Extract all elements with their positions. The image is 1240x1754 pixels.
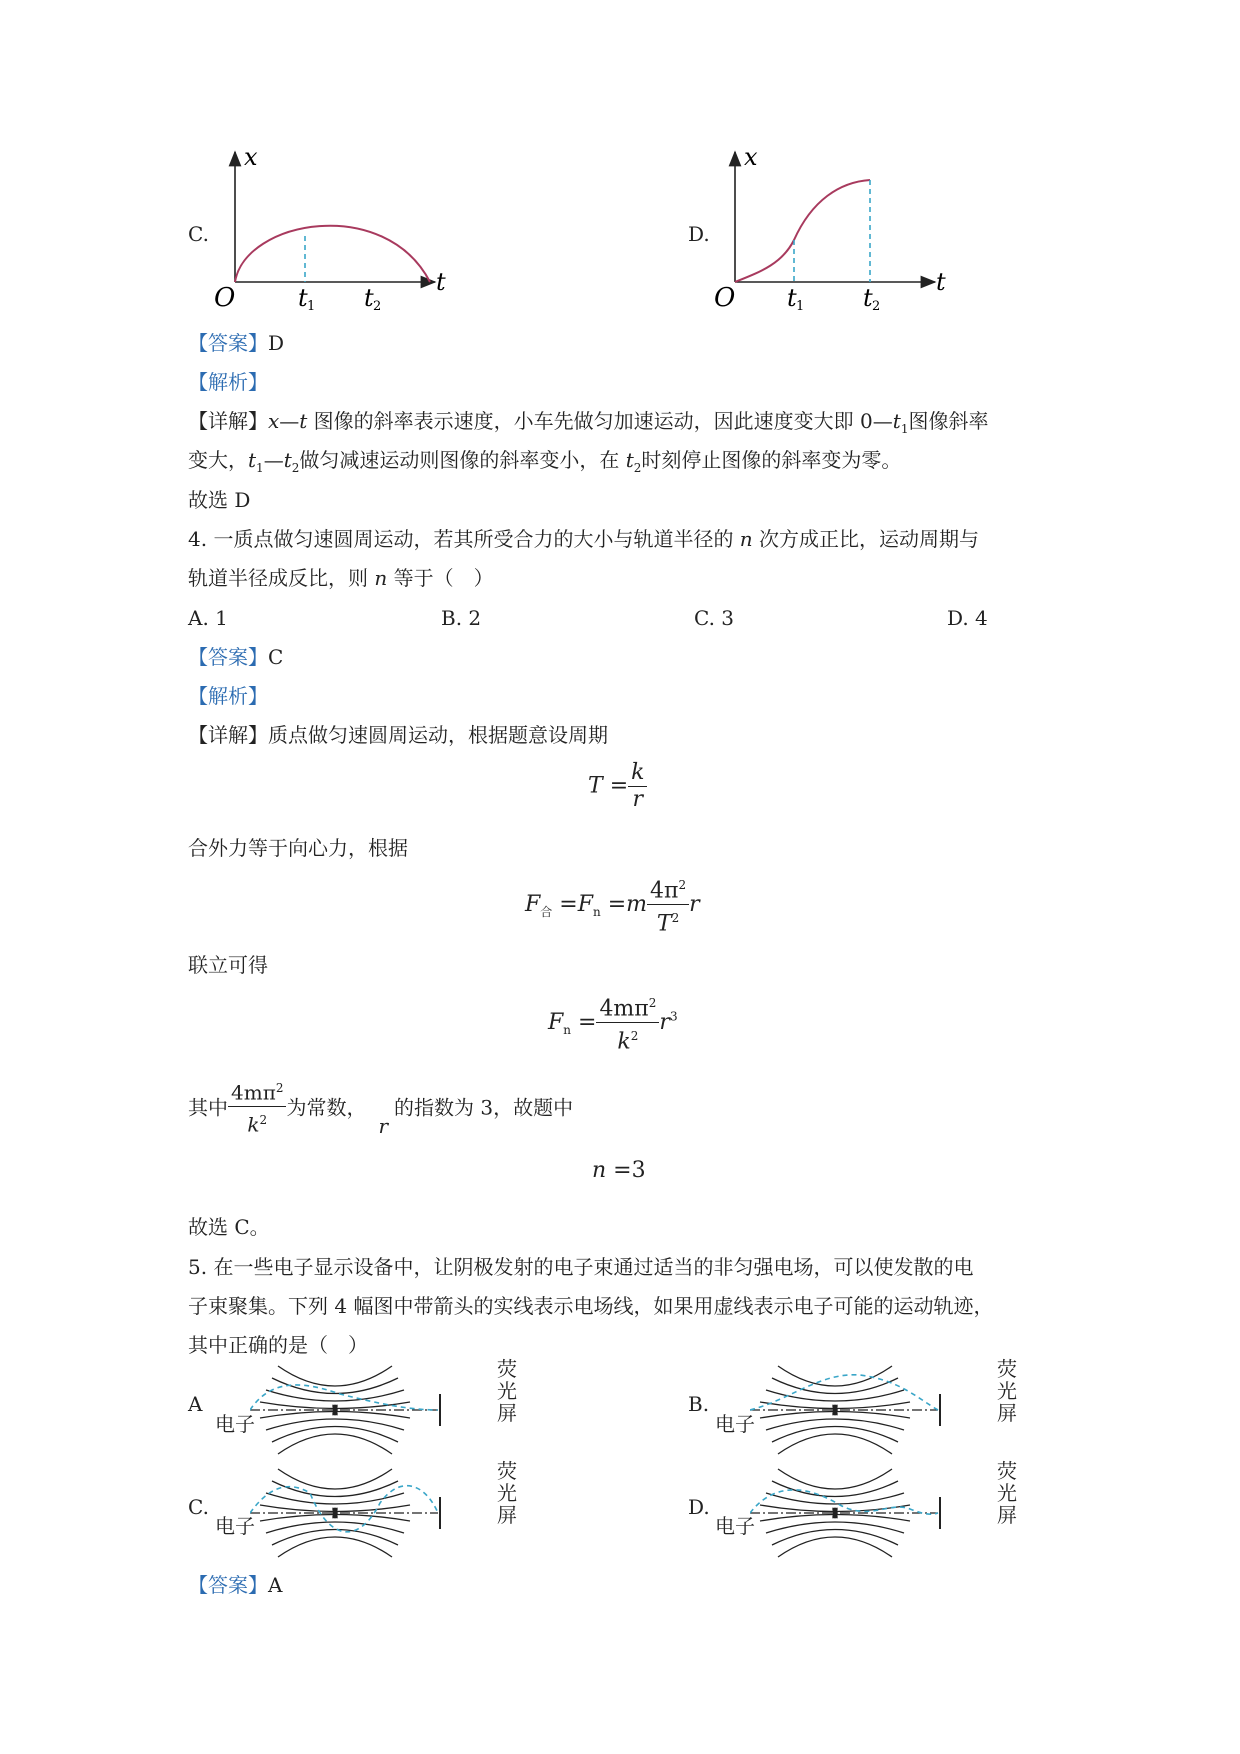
curve-c: [235, 226, 430, 282]
x-axis-label: x: [244, 143, 258, 171]
electron-label: 电子: [715, 1514, 755, 1538]
analysis-tag: 【解析】: [188, 684, 268, 708]
q4-option-c: C. 3: [694, 606, 735, 630]
analysis-tag: 【解析】: [188, 370, 268, 394]
q4-option-a: A. 1: [188, 606, 228, 630]
field-line: [778, 1469, 892, 1489]
q5-stem-line2: 子束聚集。下列 4 幅图中带箭头的实线表示电场线，如果用虚线表示电子可能的运动轨迹，: [188, 1294, 994, 1318]
field-diagram-b: [750, 1355, 1000, 1465]
t1-sub: 1: [307, 299, 316, 310]
electron-trajectory: [250, 1486, 438, 1532]
t2-label: t: [863, 284, 873, 310]
t2-sub: 2: [872, 299, 881, 310]
q3-conclusion: 故选 D: [188, 488, 251, 512]
q5-answer-line: [188, 1570, 282, 1600]
t2-label: t: [364, 284, 374, 310]
curve-d: [735, 180, 870, 282]
field-line: [766, 1419, 904, 1430]
t1-label: t: [787, 284, 797, 310]
q3-detail-line1: 【详解】x—t 图像的斜率表示速度，小车先做匀加速运动，因此速度变大即 $0—t_1$图像斜率: [188, 409, 989, 436]
screen-label: 荧 光 屏: [997, 1357, 1017, 1425]
field-line: [766, 1522, 904, 1533]
diagram-c-label: C.: [188, 1495, 209, 1519]
detail-tag: 【详解】: [188, 723, 268, 747]
q4-conclusion: 故选 C。: [188, 1215, 270, 1239]
t-axis-label: t: [936, 268, 946, 296]
answer-value: C: [268, 645, 284, 669]
q5-stem-line1: 5. 在一些电子显示设备中，让阴极发射的电子束通过适当的非匀强电场，可以使发散的电: [188, 1255, 974, 1279]
answer-tag: 【答案】: [188, 331, 268, 355]
t2-sub: 2: [373, 299, 382, 310]
equation-3: $F_n$ = $\frac{4m\pi^2}{k^2}$ $r^3$: [548, 990, 678, 1056]
q3-detail-line2: 变大，$t_1—t_2$做匀减速运动则图像的斜率变小，在 $t_2$时刻停止图像的斜率变为零。: [188, 448, 902, 475]
field-line: [278, 1434, 392, 1454]
field-diagram-a: [250, 1355, 500, 1465]
electron-label: 电子: [215, 1514, 255, 1538]
q4-text3: 联立可得: [188, 953, 268, 977]
screen-label: 荧 光 屏: [997, 1459, 1017, 1527]
screen-label: 荧 光 屏: [497, 1357, 517, 1425]
equation-4: n =3: [592, 1158, 646, 1183]
field-line: [278, 1537, 392, 1557]
field-line: [766, 1493, 904, 1504]
graph-c: [200, 140, 460, 310]
q3-analysis-line: [188, 367, 268, 397]
field-line: [278, 1366, 392, 1386]
electron-label: 电子: [715, 1412, 755, 1436]
t-axis-label: t: [436, 268, 446, 296]
answer-value: A: [268, 1573, 283, 1597]
q4-text4: 其中 $\frac{4m\pi^2}{k^2}$ 为常数，r的指数为 3，故题中: [188, 1075, 573, 1137]
q4-text2: 合外力等于向心力，根据: [188, 836, 408, 860]
field-line: [278, 1469, 392, 1489]
option-c-label: C.: [188, 222, 209, 246]
q4-detail-line: 【详解】质点做匀速圆周运动，根据题意设周期: [188, 723, 608, 747]
answer-value: D: [268, 331, 285, 355]
electron-trajectory: [250, 1385, 438, 1410]
field-line: [778, 1537, 892, 1557]
field-line: [778, 1366, 892, 1386]
diagram-a-label: A: [188, 1392, 203, 1416]
q4-stem-line1: 4. 一质点做匀速圆周运动，若其所受合力的大小与轨道半径的 n 次方成正比，运动周期与: [188, 527, 980, 551]
diagram-d-label: D.: [688, 1495, 710, 1519]
q4-stem-line2: 轨道半径成反比，则 n 等于（ ）: [188, 566, 494, 590]
equation-2: $F_合 =F_n =m$ $\frac{4\pi^2}{T^2}$ r: [525, 872, 700, 938]
field-diagram-d: [750, 1458, 1000, 1568]
field-line: [266, 1522, 404, 1533]
electron-label: 电子: [215, 1412, 255, 1436]
screen-label: 荧 光 屏: [497, 1459, 517, 1527]
t1-sub: 1: [796, 299, 805, 310]
q5-stem-line3: 其中正确的是（ ）: [188, 1333, 368, 1357]
detail-tag: 【详解】: [188, 409, 268, 433]
electron-trajectory: [750, 1490, 938, 1514]
graph-d: [700, 140, 960, 310]
field-diagram-c: [250, 1458, 500, 1568]
equation-1: T = $\frac{k}{r}$: [588, 760, 647, 813]
diagram-b-label: B.: [688, 1392, 710, 1416]
q3-answer-line: [188, 328, 284, 358]
q4-answer-line: [188, 642, 283, 672]
answer-tag: 【答案】: [188, 645, 268, 669]
answer-tag: 【答案】: [188, 1573, 268, 1597]
field-line: [778, 1434, 892, 1454]
q4-analysis-line: [188, 681, 268, 711]
origin-label: O: [214, 283, 236, 310]
q4-option-b: B. 2: [441, 606, 482, 630]
q4-option-d: D. 4: [947, 606, 988, 630]
t1-label: t: [298, 284, 308, 310]
option-d-label: D.: [688, 222, 710, 246]
x-axis-label: x: [744, 143, 758, 171]
origin-label: O: [714, 283, 736, 310]
field-line: [266, 1419, 404, 1430]
field-line: [266, 1493, 404, 1504]
